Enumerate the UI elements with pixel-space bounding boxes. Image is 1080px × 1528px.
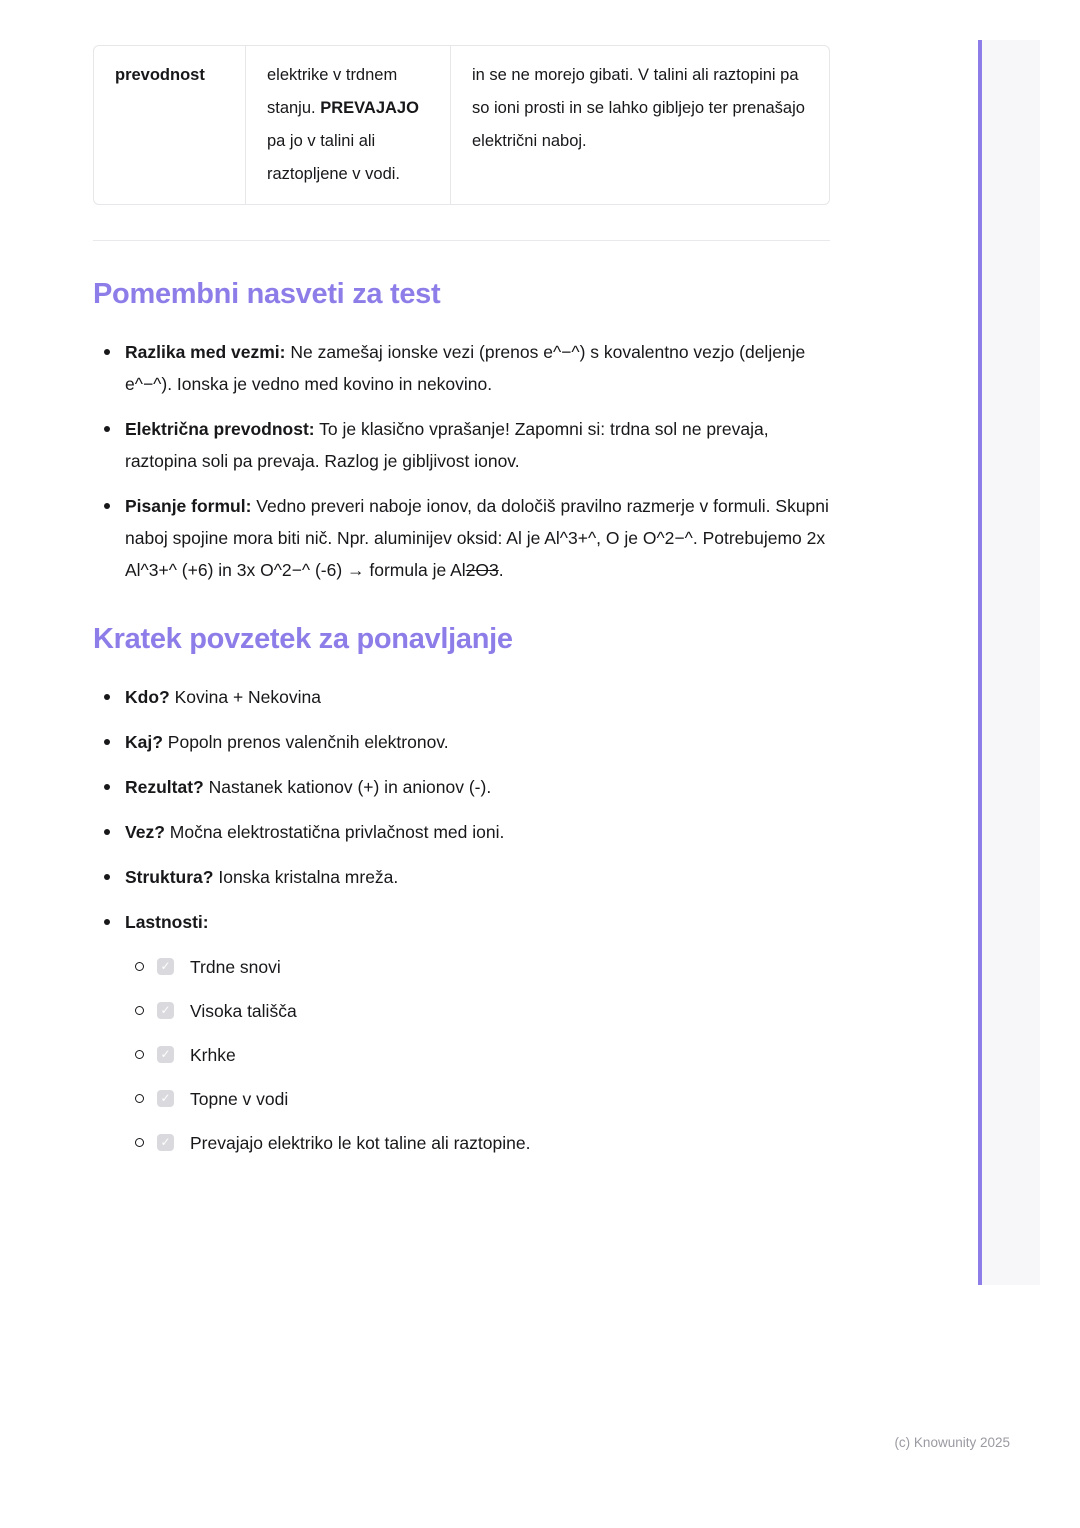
list-item [93, 681, 830, 713]
summary-heading: Kratek povzetek za ponavljanje [93, 623, 513, 655]
checklist-item [93, 1039, 830, 1071]
list-item [93, 861, 830, 893]
checklist-item [93, 951, 830, 983]
checklist-label: Prevajajo elektriko le kot taline ali raztopine. [190, 1133, 531, 1153]
section-divider [93, 240, 830, 241]
checklist-label: Visoka tališča [190, 1001, 297, 1021]
checkbox-checked-icon[interactable]: ✓ [157, 1046, 174, 1063]
summary-text: Popoln prenos valenčnih elektronov. [162, 732, 449, 752]
summary-text: Kovina + Nekovina [169, 687, 321, 707]
tip-text: To je klasično vprašanje! Zapomni si: trdna sol ne prevaja, raztopina soli pa prevaja. Razlog je gibljivost ionov. [125, 419, 769, 471]
copyright-footer: (c) Knowunity 2025 [894, 1435, 1010, 1450]
list-item [93, 490, 830, 586]
summary-label: Lastnosti: [125, 912, 209, 932]
summary-label: Kaj? [125, 732, 163, 752]
formula-strikethrough: 2O3 [465, 560, 499, 580]
tips-heading: Pomembni nasveti za test [93, 278, 441, 310]
document-content [93, 0, 830, 1171]
checklist-item [93, 1127, 830, 1159]
checkbox-checked-icon[interactable]: ✓ [157, 1090, 174, 1107]
list-item [93, 771, 830, 803]
checklist-item [93, 995, 830, 1027]
summary-text: Nastanek kationov (+) in anionov (-). [203, 777, 492, 797]
page-edge-strip [978, 40, 1040, 1285]
properties-checklist [93, 951, 830, 1159]
tip-text: Ne zamešaj ionske vezi (prenos e^−^) s kovalentno vezjo (deljenje e^−^). Ionska je vedno med kovino in nekovino. [125, 342, 806, 394]
properties-table [93, 45, 830, 205]
checklist-label: Krhke [190, 1045, 236, 1065]
checklist-item [93, 1083, 830, 1115]
summary-list [93, 681, 830, 938]
tip-label: Razlika med vezmi: [125, 342, 286, 362]
description-text-2: pa jo v talini ali raztopljene v vodi. [267, 132, 400, 183]
tip-text-suffix: . [498, 560, 504, 580]
checkbox-checked-icon[interactable]: ✓ [157, 1134, 174, 1151]
checkbox-checked-icon[interactable]: ✓ [157, 958, 174, 975]
table-cell-property [94, 46, 246, 204]
tip-label: Električna prevodnost: [125, 419, 315, 439]
table-cell-description [246, 46, 451, 204]
description-text: elektrike v trdnem stanju. [267, 66, 398, 117]
description-bold: PREVAJAJO [320, 99, 419, 117]
list-item [93, 906, 830, 938]
explanation-text: in se ne morejo gibati. V talini ali raztopini pa so ioni prosti in se lahko gibljejo ter prenašajo električni naboj. [472, 66, 805, 150]
table-cell-explanation [451, 46, 829, 204]
checklist-label: Trdne snovi [190, 957, 281, 977]
summary-label: Vez? [125, 822, 165, 842]
tips-list [93, 336, 830, 586]
tip-text: Vedno preveri naboje ionov, da določiš pravilno razmerje v formuli. Skupni naboj spojine mora biti nič. Npr. aluminijev oksid: Al je Al^3+^, O je O^2−^. Potrebujemo 2x Al^3+^ (+6) in 3x O^2−^ (-6) → formula je Al [125, 496, 829, 580]
summary-label: Kdo? [125, 687, 170, 707]
summary-label: Rezultat? [125, 777, 204, 797]
summary-label: Struktura? [125, 867, 214, 887]
summary-text: Ionska kristalna mreža. [213, 867, 399, 887]
tip-label: Pisanje formul: [125, 496, 252, 516]
list-item [93, 336, 830, 400]
checkbox-checked-icon[interactable]: ✓ [157, 1002, 174, 1019]
property-name: prevodnost [115, 66, 205, 84]
summary-text: Močna elektrostatična privlačnost med ioni. [164, 822, 505, 842]
list-item [93, 726, 830, 758]
list-item [93, 816, 830, 848]
checklist-label: Topne v vodi [190, 1089, 289, 1109]
list-item [93, 413, 830, 477]
